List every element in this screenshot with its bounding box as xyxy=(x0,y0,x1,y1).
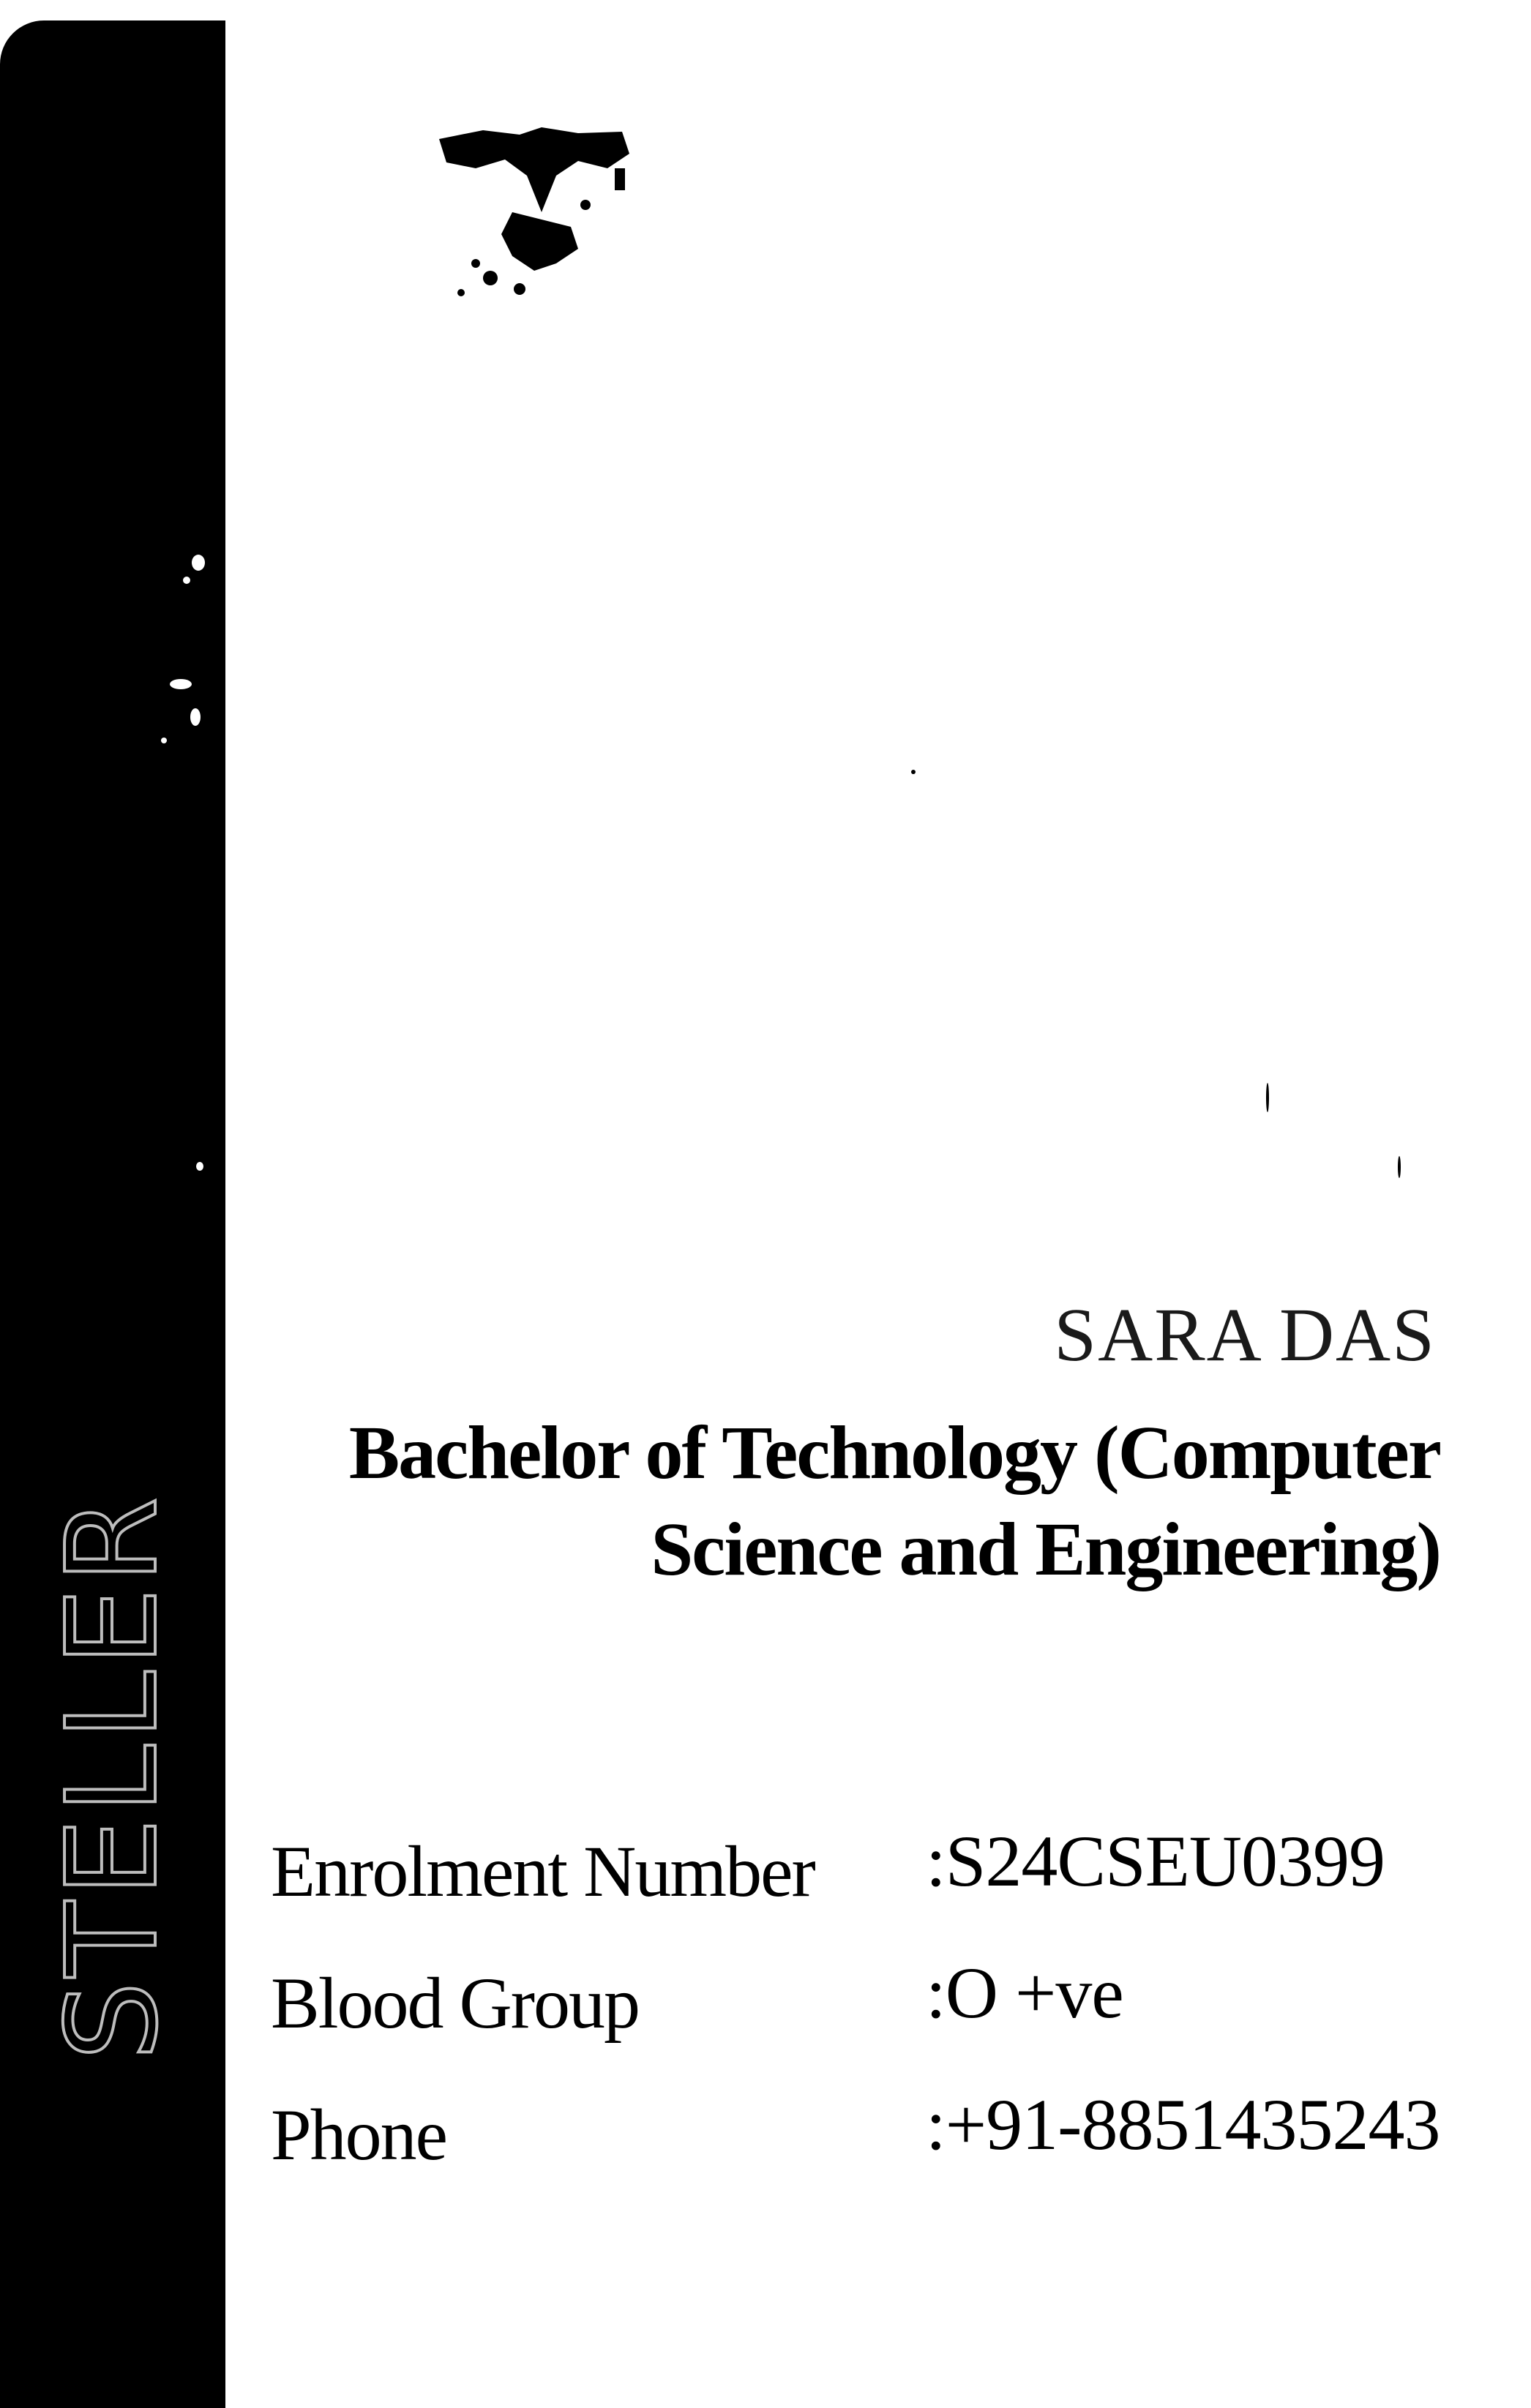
speck xyxy=(1266,1083,1269,1112)
enrolment-label: Enrolment Number xyxy=(271,1831,815,1912)
speck xyxy=(911,770,916,774)
enrolment-row xyxy=(271,1820,1500,1924)
phone-label: Phone xyxy=(271,2094,446,2175)
speck xyxy=(170,679,192,689)
side-band xyxy=(0,20,225,2408)
student-name: SARA DAS xyxy=(1054,1293,1436,1377)
speck xyxy=(161,738,167,743)
blood-group-label: Blood Group xyxy=(271,1962,639,2044)
phone-row xyxy=(271,2084,1500,2188)
program-name: Bachelor of Technology (Computer Science and Engineering) xyxy=(348,1411,1440,1591)
phone-value: :+91-8851435243 xyxy=(926,2084,1440,2165)
enrolment-value: :S24CSEU0399 xyxy=(926,1820,1385,1902)
blood-group-value: :O +ve xyxy=(926,1952,1123,2033)
side-band-text: STELLER xyxy=(40,1492,185,2061)
speck xyxy=(196,1162,203,1171)
institution-logo-icon xyxy=(432,124,637,315)
blood-group-row xyxy=(271,1952,1500,2056)
speck xyxy=(183,577,190,584)
speck xyxy=(190,708,201,726)
speck xyxy=(192,555,205,571)
speck xyxy=(1398,1156,1401,1178)
